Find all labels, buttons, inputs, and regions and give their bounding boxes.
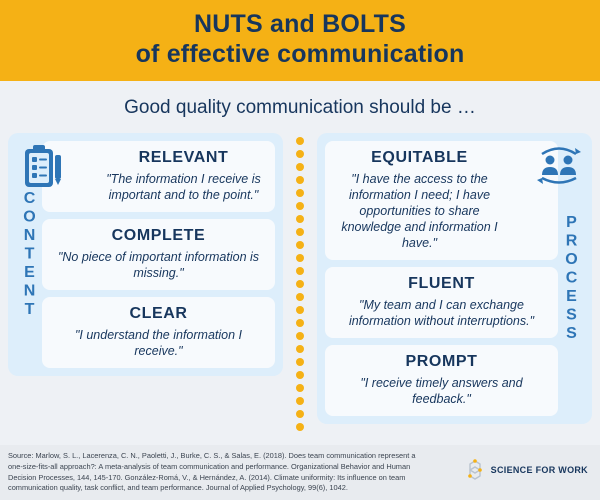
card-title: CLEAR [129, 305, 188, 322]
divider-dot [296, 423, 304, 431]
divider-dot [296, 397, 304, 405]
divider-dot [296, 150, 304, 158]
logo[interactable] [463, 451, 592, 481]
divider-dot [296, 176, 304, 184]
content-cards [42, 141, 275, 368]
card-text: "The information I receive is important and to the point." [106, 172, 261, 202]
card-text: "I have the access to the information I need; I have opportunities to share knowledge and information I have." [341, 172, 498, 250]
subtitle: Good quality communication should be … [124, 97, 476, 118]
divider-dot [296, 384, 304, 392]
logo-text [491, 465, 588, 475]
divider-dot [296, 371, 304, 379]
page-title-line2: of effective communication [135, 39, 465, 68]
card-equitable[interactable] [325, 141, 558, 260]
divider-dot [296, 280, 304, 288]
content-column [8, 133, 283, 376]
divider-dot [296, 358, 304, 366]
dotted-divider [283, 133, 317, 431]
divider-dot [296, 306, 304, 314]
divider-dot [296, 410, 304, 418]
divider-dot [296, 293, 304, 301]
divider-dot [296, 228, 304, 236]
process-cards [325, 141, 558, 416]
card-title: RELEVANT [138, 149, 229, 166]
team-exchange-icon [536, 145, 582, 190]
page-title [0, 10, 600, 69]
card-text: "No piece of important information is missing." [57, 250, 260, 280]
card-title: EQUITABLE [371, 149, 468, 166]
content-side-label: CONTENT [21, 189, 38, 320]
clipboard-checklist-icon [24, 145, 64, 194]
card-complete[interactable] [42, 219, 275, 290]
card-text: "I receive timely answers and feedback." [360, 376, 523, 406]
logo-text-part2: FOR WORK [535, 465, 588, 476]
card-title: PROMPT [405, 353, 478, 370]
process-column [317, 133, 592, 424]
divider-dot [296, 241, 304, 249]
divider-dot [296, 137, 304, 145]
card-prompt[interactable] [325, 345, 558, 416]
divider-dot [296, 267, 304, 275]
divider-dot [296, 202, 304, 210]
card-fluent[interactable] [325, 267, 558, 338]
card-title: COMPLETE [111, 227, 206, 244]
columns-container [0, 133, 600, 431]
card-text: "My team and I can exchange information without interruptions." [348, 298, 535, 328]
card-relevant[interactable] [42, 141, 275, 212]
divider-dot [296, 345, 304, 353]
divider-dot [296, 332, 304, 340]
divider-dot [296, 163, 304, 171]
footer [0, 445, 600, 500]
source-citation: Source: Marlow, S. L., Lacerenza, C. N., Paoletti, J., Burke, C. S., & Salas, E. (2018). Does team communication represent a one-size-fits-all approach?: A meta-analysis of team communication and performance. Organizational Behavior and Human Decision Processes, 144, 145-170. González-Romá, V., & Hernández, A. (2014). Climate uniformity: Its influence on team communication quality, task conflict, and team performance. Journal of Applied Psychology, 99(6), 1042. [8, 451, 416, 493]
hex-molecule-icon [463, 459, 487, 481]
divider-dot [296, 254, 304, 262]
divider-dot [296, 319, 304, 327]
card-text: "I understand the information I receive." [74, 328, 243, 358]
card-title: FLUENT [408, 275, 475, 292]
header-banner [0, 0, 600, 81]
logo-text-part1: SCIENCE [490, 465, 533, 476]
process-side-label: PROCESS [563, 213, 580, 344]
card-clear[interactable] [42, 297, 275, 368]
divider-dot [296, 189, 304, 197]
page-title-line1: NUTS and BOLTS [193, 10, 407, 38]
divider-dot [296, 215, 304, 223]
